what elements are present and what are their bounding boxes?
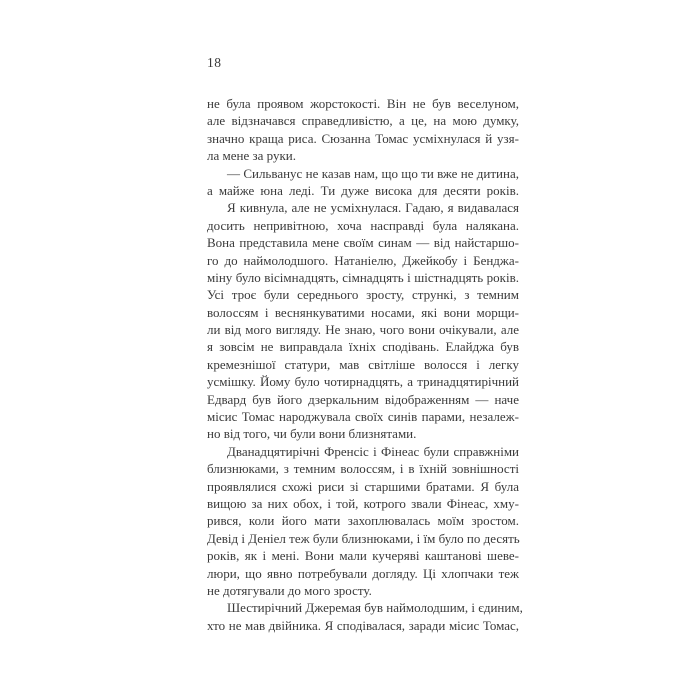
text-line: го до наймолодшого. Натаніелю, Джейкобу і Бенджа- (207, 252, 519, 268)
page-text (207, 95, 523, 634)
text-line: Я кивнула, але не усміхнулася. Гадаю, я видавалася (227, 200, 519, 216)
text-line: рився, коли його мати захоплювалась моїм зростом. (207, 513, 519, 529)
text-line: не була проявом жорстокості. Він не був веселуном, (207, 96, 519, 111)
text-line: Вона представила мене своїм синам — від найстаршо- (207, 235, 519, 251)
text-line: усмішку. Йому було чотирнадцять, а тринадцятирічний (207, 374, 519, 390)
text-line: близнюками, з темним волоссям, і в їхній зовнішності (207, 461, 519, 477)
text-line: я зовсім не виправдала їхніх сподівань. Елайджа був (207, 339, 519, 355)
text-line: Едвард був його дзеркальним відображенням — наче (207, 391, 519, 407)
text-line: Шестирічний Джеремая був наймолодшим, і єдиним, (227, 600, 523, 616)
text-line: Девід і Деніел теж були близнюками, і їм було по десять (207, 530, 520, 546)
text-line: років, як і мені. Вони мали кучеряві каштанові шеве- (207, 548, 519, 564)
text-line: значно краща риса. Сюзанна Томас усміхнулася й узя- (207, 130, 519, 146)
text-line: але відзначався справедливістю, а це, на мою думку, (207, 113, 519, 129)
text-line: люри, що явно потребували догляду. Ці хлопчаки теж (207, 565, 519, 581)
text-line: Дванадцятирічні Френсіс і Фінеас були справжніми (227, 443, 519, 459)
text-line: міну було вісімнадцять, сімнадцять і шістнадцять років. (207, 269, 519, 285)
text-line: ли від мого вигляду. Не знаю, чого вони очікували, але (207, 322, 519, 338)
text-line: досить непривітною, хоча насправді була налякана. (207, 217, 519, 233)
text-line: кремезнішої статури, мав світліше волосся і легку (207, 356, 519, 372)
text-line: — Сильванус не казав нам, що що ти вже не дитина, (227, 165, 519, 181)
text-line: а майже юна леді. Ти дуже висока для десяти років. (207, 182, 519, 198)
text-line: проявлялися схожі риси зі старшими братами. Я була (207, 478, 519, 494)
text-line: вищою за них обох, і той, котрого звали Фінеас, хму- (207, 495, 519, 511)
text-line: місис Томас народжувала своїх синів парами, незалеж- (207, 409, 519, 425)
text-line: ла мене за руки. (207, 148, 296, 164)
text-line: волоссям і веснянкуватими носами, які вони морщи- (207, 304, 519, 320)
page-number: 18 (207, 55, 222, 70)
text-line: не дотягували до мого зросту. (207, 582, 372, 598)
text-line: хто не мав двійника. Я сподівалася, заради місис Томас, (207, 617, 519, 633)
text-line: но від того, чи були вони близнятами. (207, 426, 417, 442)
text-line: Усі троє були середнього зросту, стрункі, з темним (207, 287, 519, 303)
